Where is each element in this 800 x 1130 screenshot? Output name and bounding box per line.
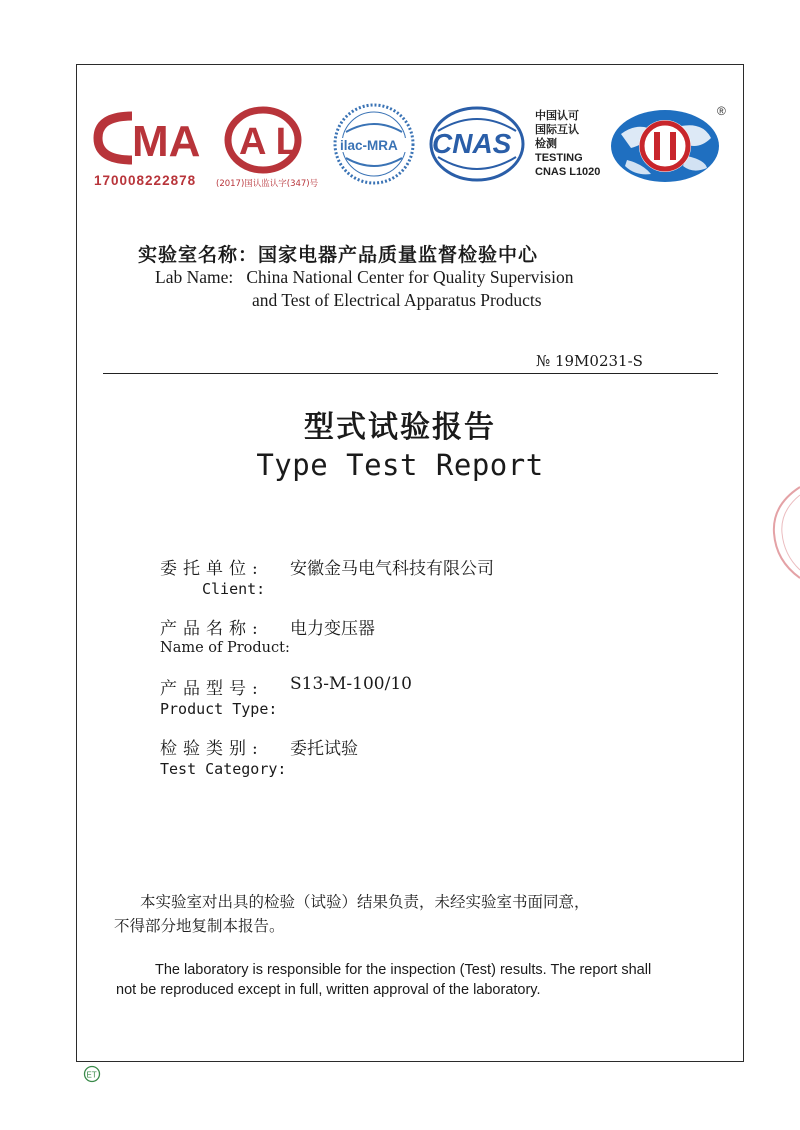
ilac-mra-logo [332,102,416,186]
partial-seal-stamp [770,485,800,580]
product-name-label-en: Name of Product: [160,640,290,656]
product-name-label-cn: 产品名称: [160,619,264,639]
notice-cn-line2: 不得部分地复制本报告。 [114,917,285,935]
notice-cn-line1: 本实验室对出具的检验（试验）结果负责，未经实验室书面同意， [140,893,590,911]
product-type-value: S13-M-100/10 [290,674,412,694]
cnas-logo [428,105,526,183]
cma-number: 170008222878 [94,173,197,188]
test-category-label-en: Test Category: [160,760,287,778]
cnas-accreditation-text [535,109,600,179]
report-title-en: Type Test Report [256,448,544,482]
cnas-code: CNAS L1020 [535,166,601,178]
footer-et-text: ET [86,1070,97,1080]
cnas-testing: TESTING [535,152,583,164]
report-number: № 19M0231-S [536,352,643,370]
notice-en-line1: The laboratory is responsible for the inspection (Test) results. The report shall [155,962,652,978]
cal-mark: A L [239,121,299,163]
test-category-label-cn: 检验类别: [160,739,264,759]
divider-line [103,373,718,374]
cqc-registered-mark: ® [717,104,726,118]
cnas-cn-line2: 国际互认 [535,123,579,136]
cal-caption: (2017)国认监认字(347)号 [216,179,319,189]
cal-logo [223,106,303,174]
cnas-cn-line3: 检测 [535,137,557,150]
ilac-mark: ilac-MRA [340,138,398,153]
client-label-en: Client: [202,580,266,598]
client-value: 安徽金马电气科技有限公司 [290,559,494,579]
product-type-label-cn: 产品型号: [160,679,264,699]
cma-logo [92,108,208,168]
lab-name-en-line2: and Test of Electrical Apparatus Products [252,290,542,310]
product-type-label-en: Product Type: [160,700,278,718]
lab-name-en-line1: Lab Name: China National Center for Quality Supervision [155,267,574,287]
lab-name-cn: 实验室名称：国家电器产品质量监督检验中心 [138,244,539,266]
cnas-cn-line1: 中国认可 [535,109,579,122]
cma-mark: MA [132,117,201,166]
report-title-cn: 型式试验报告 [304,410,496,445]
footer-et-mark [83,1065,101,1083]
test-category-value: 委托试验 [290,739,358,759]
product-name-value: 电力变压器 [290,619,375,639]
client-label-cn: 委托单位: [160,559,264,579]
cnas-mark: CNAS [432,128,512,159]
cqc-globe-logo [607,104,727,186]
notice-en-line2: not be reproduced except in full, written approval of the laboratory. [116,982,541,998]
